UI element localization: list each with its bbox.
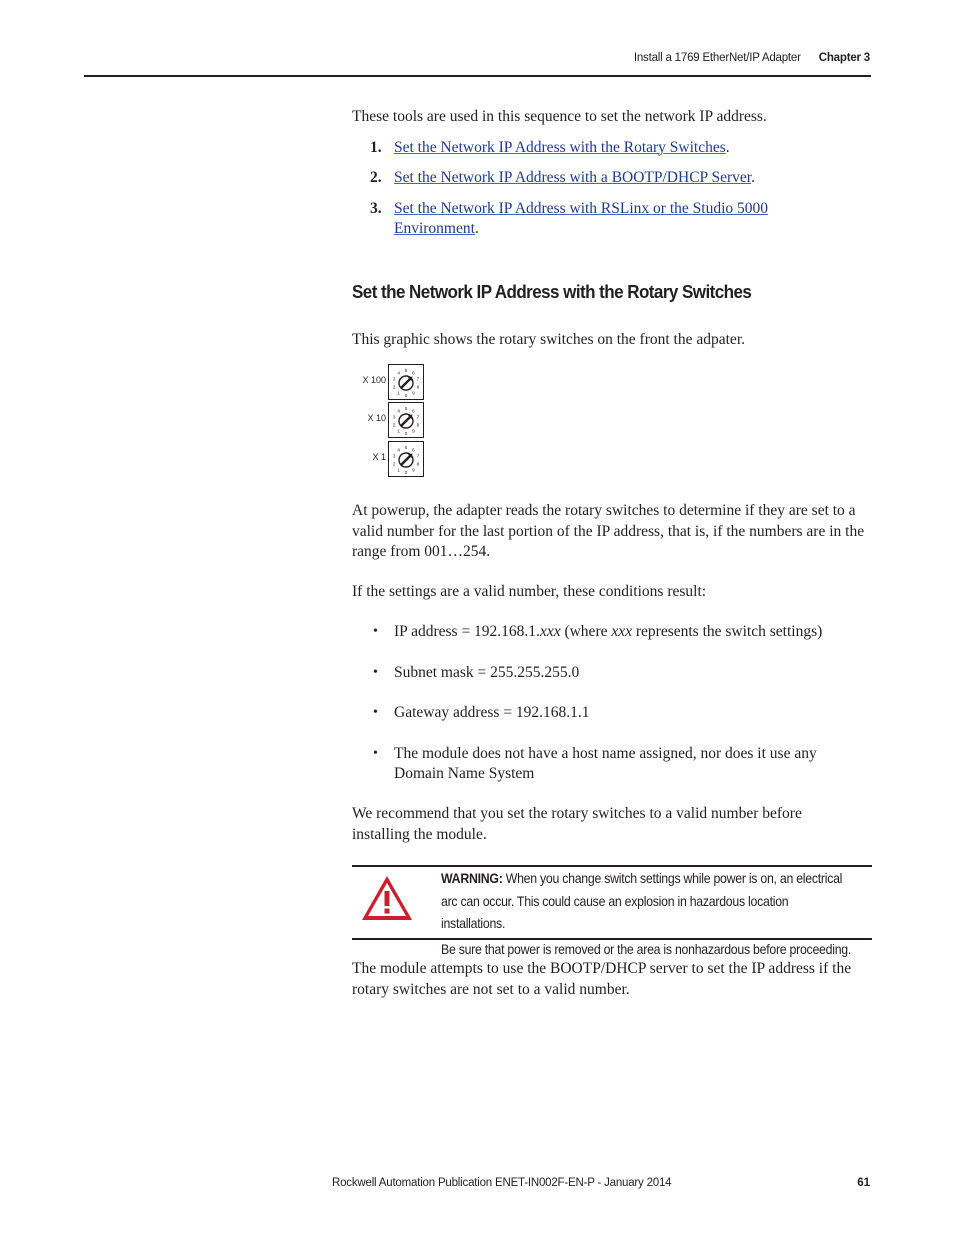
header-rule bbox=[84, 75, 871, 77]
dial-digit: 8 bbox=[416, 422, 420, 428]
dial-digit: 6 bbox=[412, 370, 415, 376]
rotary-dial-icon bbox=[388, 402, 424, 438]
bullet-ip bbox=[352, 622, 872, 643]
dial-digit: 7 bbox=[416, 376, 420, 382]
steps-list bbox=[352, 138, 872, 240]
dial-digit: 1 bbox=[397, 428, 400, 434]
step-link-rslinx[interactable]: Set the Network IP Address with RSLinx or the Studio 5000 bbox=[394, 199, 768, 217]
dial-digit: 2 bbox=[392, 422, 396, 428]
recommend-block bbox=[352, 804, 872, 845]
bootp-paragraph: The module attempts to use the BOOTP/DHCP server to set the IP address if the rotary switches are not set to a valid number. bbox=[352, 960, 852, 998]
dial-digit: 9 bbox=[412, 390, 415, 396]
dial-digit: 5 bbox=[404, 368, 408, 374]
switch-label: X 1 bbox=[372, 452, 386, 462]
dial-digit: 0 bbox=[404, 393, 408, 399]
header-chapter: Chapter 3 bbox=[818, 52, 870, 64]
ip-suffix: represents the switch settings) bbox=[632, 623, 823, 640]
dial-digit: 7 bbox=[416, 453, 420, 459]
powerup-paragraph: At powerup, the adapter reads the rotary switches to determine if they are set to a valid number for the last portion of the IP address, that is, if the numbers are in the range from 001…254. bbox=[352, 502, 865, 560]
rotary-switch-x10 bbox=[352, 402, 432, 438]
conditions-block bbox=[352, 582, 872, 603]
dial-digit: 3 bbox=[392, 376, 396, 382]
rotary-switch-x100 bbox=[352, 364, 432, 400]
dial-digit: 2 bbox=[392, 384, 396, 390]
header-title: Install a 1769 EtherNet/IP Adapter bbox=[633, 52, 801, 64]
rotary-dial-icon bbox=[388, 364, 424, 400]
graphic-caption-block bbox=[352, 330, 872, 351]
powerup-block bbox=[352, 501, 872, 563]
intro-block bbox=[352, 107, 872, 240]
recommend-paragraph: We recommend that you set the rotary switches to a valid number before installing the module. bbox=[352, 805, 802, 843]
switch-label: X 10 bbox=[367, 413, 386, 423]
switch-label: X 100 bbox=[362, 375, 386, 385]
dial-digit: 5 bbox=[404, 406, 408, 412]
dial-digit: 1 bbox=[397, 467, 400, 473]
dial-digit: 5 bbox=[404, 445, 408, 451]
step-tail: . bbox=[751, 169, 755, 186]
bootp-block bbox=[352, 959, 872, 1000]
bullet-gateway: • Gateway address = 192.168.1.1 bbox=[352, 703, 872, 724]
dial-digit: 6 bbox=[412, 408, 415, 414]
step-tail: . bbox=[725, 138, 730, 156]
warning-line: Be sure that power is removed or the area is nonhazardous before proceeding. bbox=[441, 940, 852, 957]
dial-digit: 1 bbox=[397, 390, 400, 396]
bullet-hostname: • The module does not have a host name assigned, nor does it use any Domain Name System bbox=[352, 744, 872, 785]
running-header bbox=[634, 52, 870, 64]
step-number: 1. bbox=[370, 138, 382, 156]
dial-digit: 4 bbox=[397, 447, 400, 453]
dial-digit: 0 bbox=[404, 431, 408, 437]
footer-publication: Rockwell Automation Publication ENET-IN002F-EN-P - January 2014 bbox=[332, 1177, 672, 1189]
dial-digit: 3 bbox=[392, 414, 396, 420]
warning-line: arc can occur. This could cause an explosion in hazardous location installations. bbox=[441, 892, 789, 931]
page-number: 61 bbox=[857, 1177, 870, 1189]
conditions-list bbox=[352, 622, 872, 785]
warning-triangle-icon bbox=[360, 874, 414, 922]
section-heading: Set the Network IP Address with the Rotary Switches bbox=[352, 281, 752, 302]
ip-var: xxx bbox=[611, 623, 632, 640]
rotary-dial-icon bbox=[388, 441, 424, 477]
warning-bottom-rule bbox=[352, 938, 872, 940]
step-link-bootp[interactable]: Set the Network IP Address with a BOOTP/DHCP Server bbox=[394, 169, 752, 186]
ip-mid: (where bbox=[560, 623, 612, 640]
dial-digit: 3 bbox=[392, 453, 396, 459]
step-item bbox=[352, 199, 872, 240]
step-link-rotary[interactable]: Set the Network IP Address with the Rotary Switches bbox=[394, 138, 726, 156]
conditions-paragraph: If the settings are a valid number, these conditions result: bbox=[352, 583, 707, 600]
dial-digit: 8 bbox=[416, 384, 420, 390]
dial-digit: 6 bbox=[412, 447, 415, 453]
dial-digit: 4 bbox=[397, 408, 400, 414]
ip-prefix: IP address = 192.168.1. bbox=[394, 623, 540, 640]
dial-digit: 9 bbox=[412, 428, 415, 434]
step-number: 3. bbox=[370, 199, 382, 217]
dial-digit: 8 bbox=[416, 461, 420, 467]
dial-digit: 0 bbox=[404, 470, 408, 476]
dial-digit: 9 bbox=[412, 467, 415, 473]
warning-line: When you change switch settings while power is on, an electrical bbox=[502, 870, 843, 886]
step-item bbox=[352, 168, 872, 189]
step-link-rslinx-cont[interactable]: Environment bbox=[394, 220, 475, 237]
step-tail: . bbox=[474, 220, 479, 237]
graphic-caption: This graphic shows the rotary switches on the front the adpater. bbox=[352, 331, 745, 348]
warning-label: WARNING: bbox=[441, 870, 503, 886]
warning-text bbox=[441, 867, 855, 957]
step-number: 2. bbox=[370, 169, 382, 186]
bullet-subnet: • Subnet mask = 255.255.255.0 bbox=[352, 663, 872, 684]
intro-text: These tools are used in this sequence to set the network IP address. bbox=[352, 108, 767, 125]
dial-digit: 7 bbox=[416, 414, 420, 420]
dial-digit: 2 bbox=[392, 461, 396, 467]
dial-digit: 4 bbox=[397, 370, 400, 376]
rotary-switch-x1 bbox=[352, 441, 432, 477]
ip-var: xxx bbox=[539, 623, 561, 640]
step-item bbox=[352, 138, 872, 159]
